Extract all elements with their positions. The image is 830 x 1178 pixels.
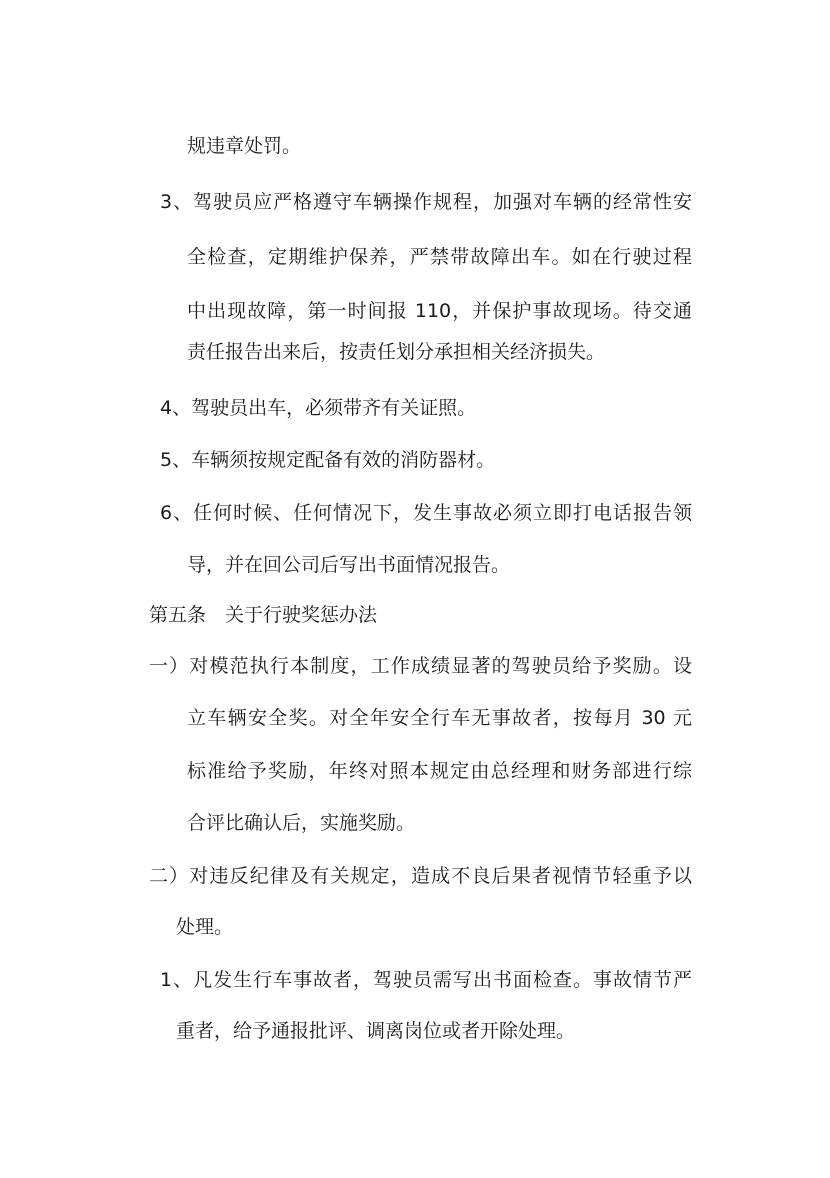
text-line: 处理。 bbox=[176, 916, 234, 938]
list-item-4: 4、驾驶员出车，必须带齐有关证照。 bbox=[160, 397, 477, 419]
list-item-1: 1、凡发生行车事故者，驾驶员需写出书面检查。事故情节严 bbox=[160, 969, 692, 991]
text-line: 立车辆安全奖。对全年安全行车无事故者，按每月 30 元 bbox=[187, 707, 692, 729]
text-line: 导，并在回公司后写出书面情况报告。 bbox=[187, 554, 511, 576]
list-item-5: 5、车辆须按规定配备有效的消防器材。 bbox=[160, 449, 496, 471]
text-line: 规违章处罚。 bbox=[187, 135, 302, 157]
text-line: 中出现故障，第一时间报 110，并保护事故现场。待交通 bbox=[187, 300, 692, 322]
text-line: 重者，给予通报批评、调离岗位或者开除处理。 bbox=[176, 1020, 576, 1042]
list-item-3: 3、驾驶员应严格遵守车辆操作规程，加强对车辆的经常性安 bbox=[160, 191, 692, 213]
clause-two: 二）对违反纪律及有关规定，造成不良后果者视情节轻重予以 bbox=[149, 865, 692, 887]
text-line: 全检查，定期维护保养，严禁带故障出车。如在行驶过程 bbox=[187, 246, 692, 268]
text-line: 合评比确认后，实施奖励。 bbox=[187, 812, 416, 834]
text-line: 责任报告出来后，按责任划分承担相关经济损失。 bbox=[187, 341, 606, 363]
list-item-6: 6、任何时候、任何情况下，发生事故必须立即打电话报告领 bbox=[160, 502, 692, 524]
clause-one: 一）对模范执行本制度，工作成绩显著的驾驶员给予奖励。设 bbox=[149, 655, 692, 677]
section-heading: 第五条 关于行驶奖惩办法 bbox=[149, 604, 378, 626]
text-line: 标准给予奖励，年终对照本规定由总经理和财务部进行综 bbox=[187, 760, 692, 782]
